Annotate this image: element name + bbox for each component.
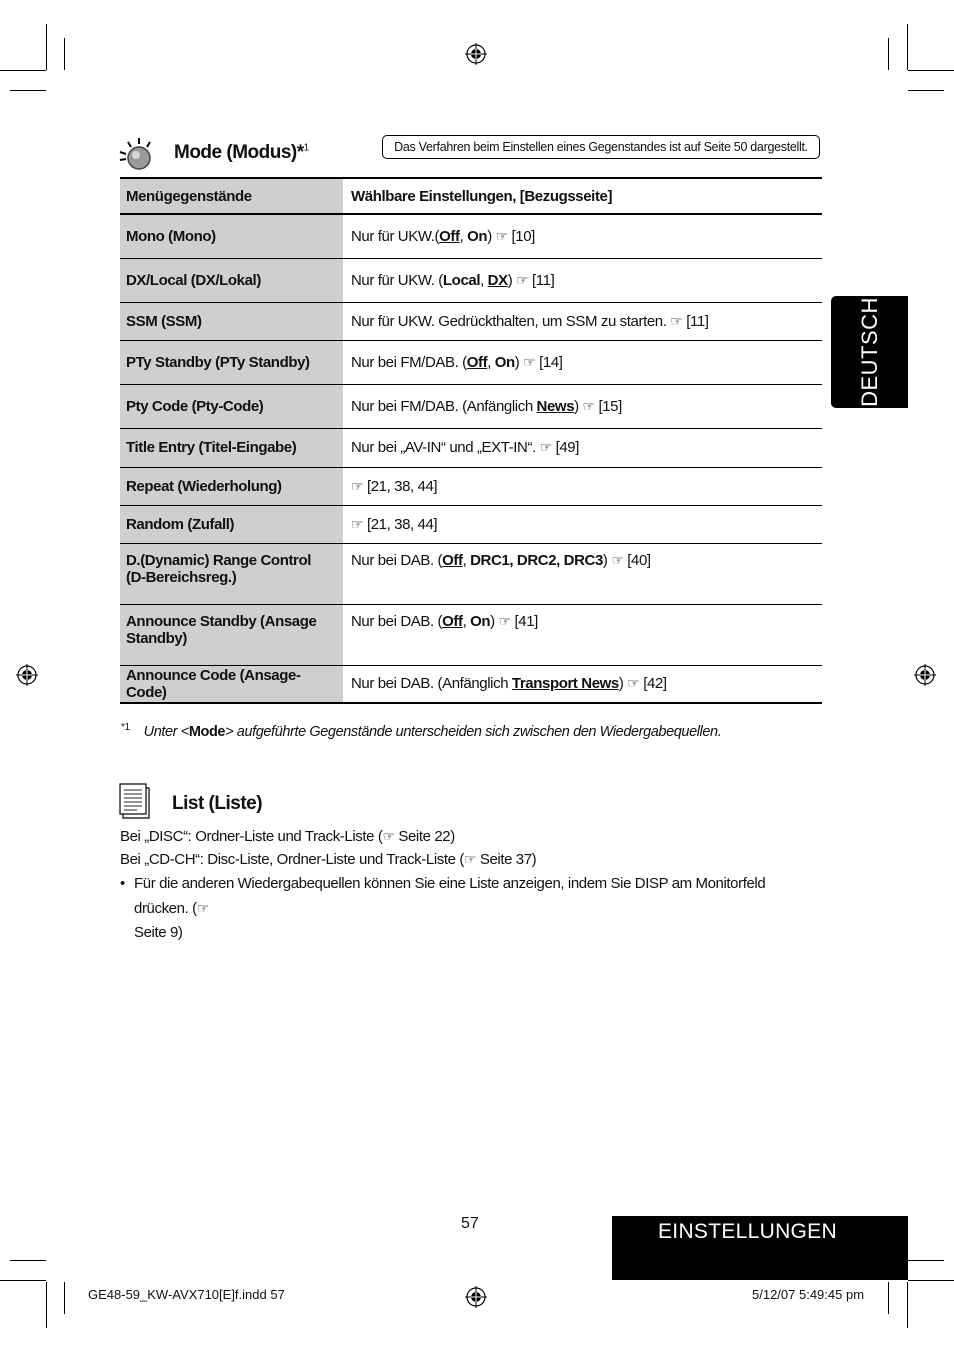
settings-table: [120, 177, 822, 704]
table-header-row: [120, 178, 822, 214]
column-header-settings: Wählbare Einstellungen, [Bezugsseite]: [351, 187, 613, 205]
menu-item: D.(Dynamic) Range Control (D-Bereichsreg.): [120, 543, 343, 604]
table-row: [120, 467, 822, 505]
registration-mark-icon: [16, 664, 38, 686]
registration-mark-icon: [914, 664, 936, 686]
footnote: $^{*1}$ Unter <Mode> aufgeführte Gegenstände unterscheiden sich zwischen den Wiedergabequellen.: [121, 722, 722, 740]
crop-mark: [10, 1260, 46, 1261]
pointing-hand-icon: ☞: [670, 312, 683, 329]
pointing-hand-icon: ☞: [495, 227, 508, 244]
list-bullet: • Für die anderen Wiedergabequellen können Sie eine Liste anzeigen, indem Sie DISP am Monitorfeld drücken. (☞ Seite 9): [120, 872, 820, 945]
crop-mark: [888, 1282, 889, 1314]
setting-value: Nur für UKW. (Local, DX) ☞ [11]: [351, 271, 555, 289]
list-page-icon: [119, 783, 151, 819]
pointing-hand-icon: ☞: [351, 477, 364, 494]
pointing-hand-icon: ☞: [627, 675, 640, 692]
setting-value: Nur bei FM/DAB. (Anfänglich News) ☞ [15]: [351, 397, 622, 415]
section-tab: EINSTELLUNGEN: [612, 1216, 908, 1280]
menu-item: Random (Zufall): [120, 505, 343, 543]
pointing-hand-icon: ☞: [463, 851, 477, 867]
mode-section-title: Mode (Modus)*$^1$: [174, 142, 309, 163]
slug-file: GE48-59_KW-AVX710[E]f.indd 57: [88, 1287, 285, 1302]
menu-item: Announce Code (Ansage-Code): [120, 665, 343, 703]
table-row: [120, 340, 822, 384]
setting-value: ☞ [21, 38, 44]: [351, 477, 438, 495]
table-row: [120, 505, 822, 543]
setting-value: Nur bei DAB. (Off, On) ☞ [41]: [351, 612, 538, 630]
pointing-hand-icon: ☞: [498, 612, 511, 629]
setting-value: Nur bei DAB. (Off, DRC1, DRC2, DRC3) ☞ [40]: [351, 551, 651, 569]
setting-value: Nur für UKW. Gedrückthalten, um SSM zu starten. ☞ [11]: [351, 312, 709, 330]
table-row: [120, 214, 822, 258]
table-row: [120, 384, 822, 428]
menu-item: Announce Standby (Ansage Standby): [120, 604, 343, 665]
crop-mark: [0, 1280, 46, 1281]
pointing-hand-icon: ☞: [516, 271, 529, 288]
table-row: [120, 302, 822, 340]
menu-item: Repeat (Wiederholung): [120, 467, 343, 505]
pointing-hand-icon: ☞: [523, 353, 536, 370]
pointing-hand-icon: ☞: [351, 515, 364, 532]
lightbulb-icon: [118, 138, 154, 172]
pointing-hand-icon: ☞: [196, 900, 209, 916]
setting-value: Nur für UKW.(Off, On) ☞ [10]: [351, 227, 535, 245]
crop-mark: [908, 1280, 954, 1281]
crop-mark: [907, 24, 908, 70]
crop-mark: [888, 38, 889, 70]
setting-value: ☞ [21, 38, 44]: [351, 515, 438, 533]
menu-item: PTy Standby (PTy Standby): [120, 340, 343, 384]
crop-mark: [10, 90, 46, 91]
table-row: [120, 543, 822, 604]
procedure-note: Das Verfahren beim Einstellen eines Gegenstandes ist auf Seite 50 dargestellt.: [382, 135, 820, 159]
list-section-title: List (Liste): [172, 793, 263, 814]
table-row: [120, 258, 822, 302]
crop-mark: [46, 24, 47, 70]
pointing-hand-icon: ☞: [582, 397, 595, 414]
language-tab: DEUTSCH: [831, 296, 908, 408]
menu-item: Pty Code (Pty-Code): [120, 384, 343, 428]
crop-mark: [64, 1282, 65, 1314]
crop-mark: [908, 70, 954, 71]
menu-item: Mono (Mono): [120, 214, 343, 258]
column-header-items: Menügegenstände: [120, 178, 343, 214]
pointing-hand-icon: ☞: [539, 439, 552, 455]
registration-mark-icon: [465, 43, 487, 65]
registration-mark-icon: [465, 1286, 487, 1308]
crop-mark: [908, 1260, 944, 1261]
crop-mark: [64, 38, 65, 70]
menu-item: SSM (SSM): [120, 302, 343, 340]
bullet-icon: •: [120, 875, 125, 892]
slug-date: 5/12/07 5:49:45 pm: [752, 1287, 865, 1302]
setting-value: Nur bei FM/DAB. (Off, On) ☞ [14]: [351, 353, 563, 371]
crop-mark: [907, 1282, 908, 1328]
crop-mark: [908, 90, 944, 91]
setting-value: Nur bei „AV-IN“ und „EXT-IN“. ☞ [49]: [351, 439, 579, 456]
crop-mark: [46, 1282, 47, 1328]
menu-item: Title Entry (Titel-Eingabe): [120, 428, 343, 467]
menu-item: DX/Local (DX/Lokal): [120, 258, 343, 302]
setting-value: Nur bei DAB. (Anfänglich Transport News) ☞ [42]: [351, 675, 667, 693]
list-disc-line: Bei „DISC“: Ordner-Liste und Track-Liste (☞ Seite 22): [120, 828, 455, 845]
crop-mark: [0, 70, 46, 71]
page-number: 57: [461, 1215, 479, 1232]
table-row: [120, 604, 822, 665]
list-cdch-line: Bei „CD-CH“: Disc-Liste, Ordner-Liste und Track-Liste (☞ Seite 37): [120, 851, 537, 868]
table-row: [120, 665, 822, 703]
pointing-hand-icon: ☞: [382, 828, 395, 844]
table-row: [120, 428, 822, 467]
pointing-hand-icon: ☞: [611, 551, 624, 568]
